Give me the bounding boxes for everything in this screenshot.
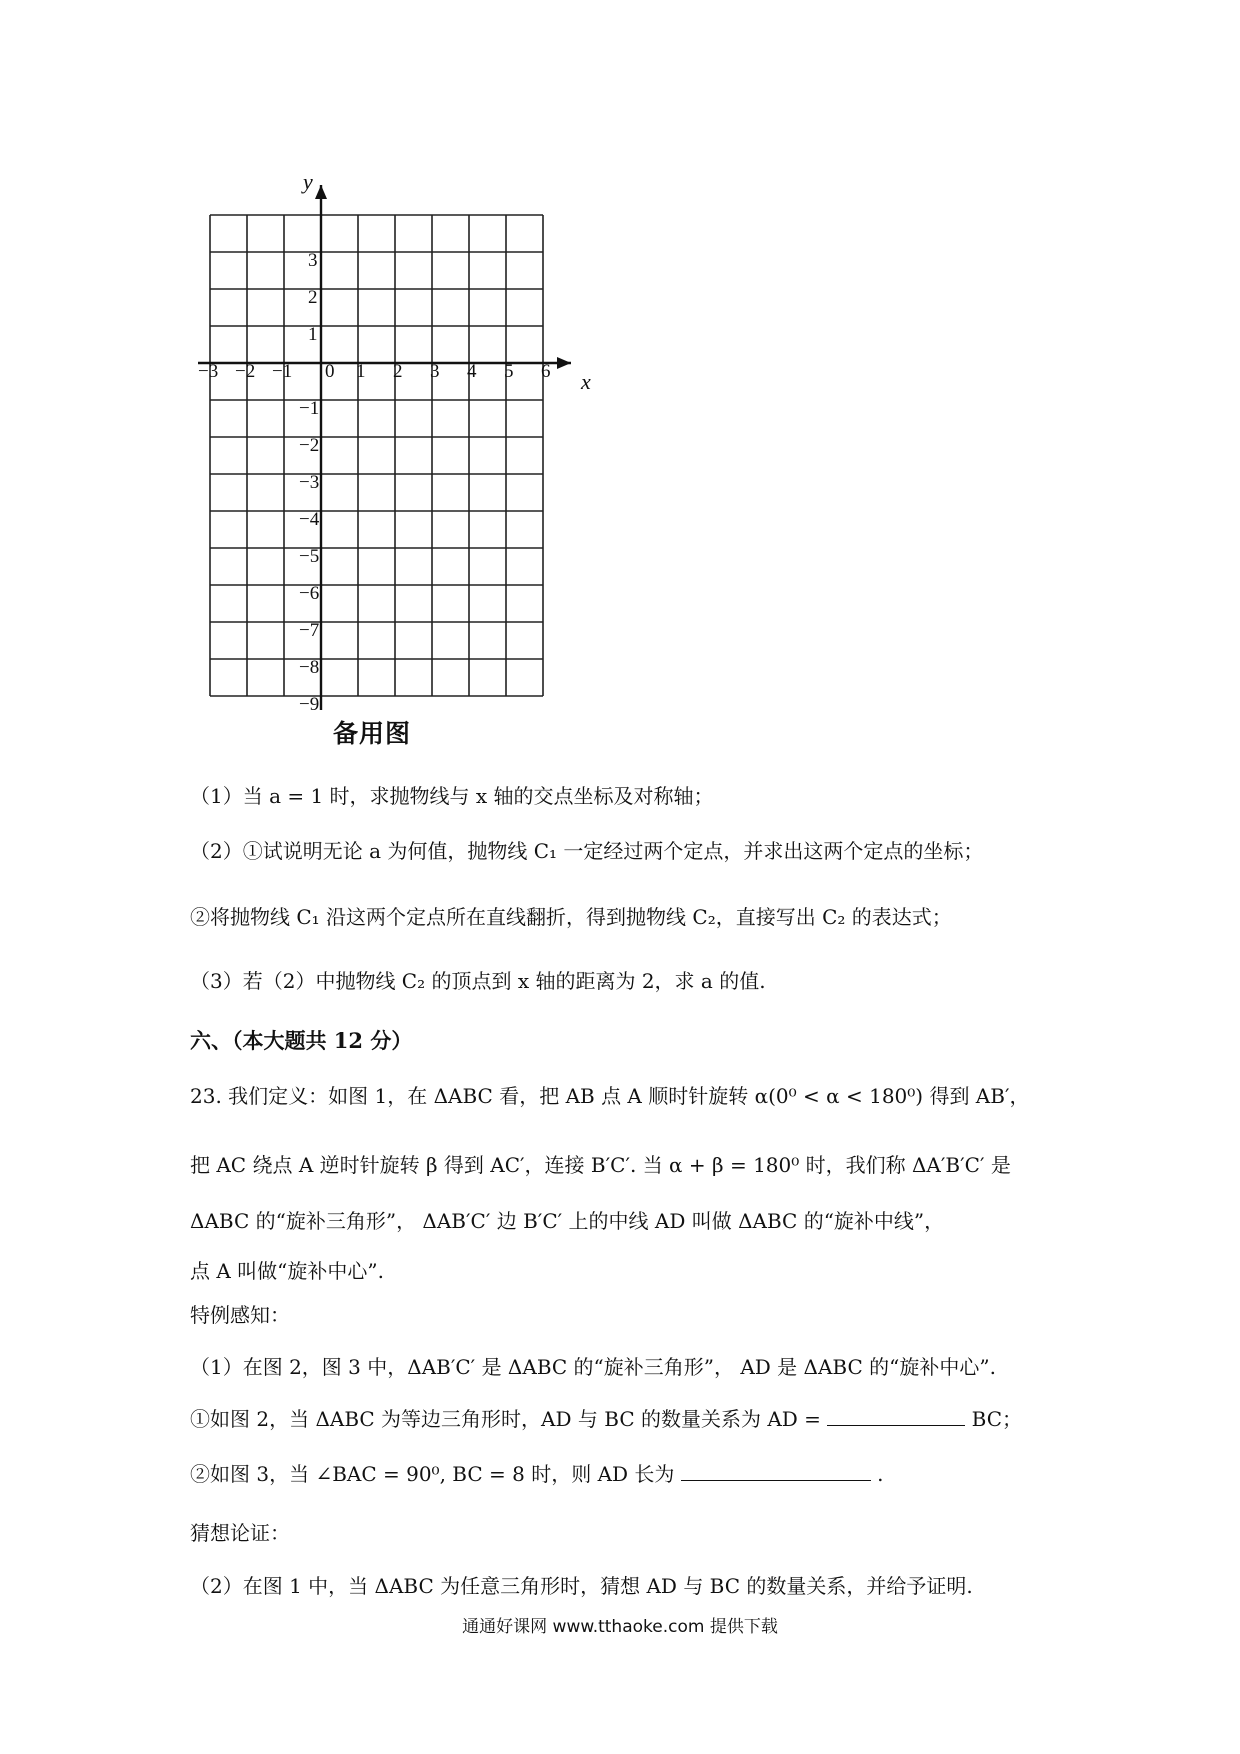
conjecture-question: （2）在图 1 中，当 ΔABC 为任意三角形时，猜想 AD 与 BC 的数量关系，并给予证明. [190,1574,973,1598]
y-tick-label: −5 [299,546,320,567]
coordinate-grid [190,169,591,715]
conjecture-heading: 猜想论证： [190,1521,290,1545]
y-tick-label: −8 [299,657,320,678]
x-tick-label: 1 [356,361,366,382]
question-1: （1）当 a = 1 时，求抛物线与 x 轴的交点坐标及对称轴； [190,784,714,808]
x-tick-label: −1 [272,361,293,382]
x-tick-label: 3 [430,361,440,382]
question-2-part-2: ②将抛物线 C₁ 沿这两个定点所在直线翻折，得到抛物线 C₂，直接写出 C₂ 的表达式； [190,905,952,929]
y-tick-label: 3 [308,250,318,271]
x-axis-arrow-icon [557,357,571,369]
x-axis-label: x [581,369,591,394]
special-case-1: （1）在图 2，图 3 中，ΔAB′C′ 是 ΔABC 的“旋补三角形”， AD 是 ΔABC 的“旋补中心”. [190,1355,996,1379]
x-tick-label: 4 [467,361,477,382]
special-case-1a [190,1405,1022,1432]
y-tick-label: −1 [299,398,320,419]
special-case-1b-suffix: . [877,1462,884,1486]
origin-label: 0 [325,361,335,382]
figure-caption: 备用图 [333,719,412,748]
answer-blank-1b[interactable] [681,1460,871,1481]
x-tick-label: −2 [235,361,256,382]
y-axis-arrow-icon [315,185,327,199]
x-tick-label: 5 [504,361,514,382]
x-tick-label: −3 [198,361,219,382]
y-tick-label: −6 [299,583,320,604]
problem-23-line-4: 点 A 叫做“旋补中心”. [190,1259,384,1283]
y-axis-label: y [303,169,313,194]
y-tick-label: −7 [299,620,320,641]
special-case-1b [190,1460,884,1487]
y-tick-label: −4 [299,509,320,530]
x-tick-label: 6 [541,361,551,382]
problem-23-line-3: ΔABC 的“旋补三角形”， ΔAB′C′ 边 B′C′ 上的中线 AD 叫做 ΔABC 的“旋补中线”， [190,1209,945,1233]
question-2-part-1: （2）①试说明无论 a 为何值，抛物线 C₁ 一定经过两个定点，并求出这两个定点的坐标； [190,839,984,863]
problem-23-line-2: 把 AC 绕点 A 逆时针旋转 β 得到 AC′，连接 B′C′. 当 α + β = 180⁰ 时，我们称 ΔA′B′C′ 是 [190,1153,1011,1177]
answer-blank-1a[interactable] [827,1405,965,1426]
y-tick-label: 1 [308,324,318,345]
question-3: （3）若（2）中抛物线 C₂ 的顶点到 x 轴的距离为 2，求 a 的值. [190,969,766,993]
y-tick-label: −3 [299,472,320,493]
special-case-1a-suffix: BC； [971,1407,1023,1431]
footer: 通通好课网 www.tthaoke.com 提供下载 [462,1617,778,1637]
special-case-heading: 特例感知： [190,1303,290,1327]
section-heading: 六、（本大题共 12 分） [190,1028,413,1053]
y-tick-label: −2 [299,435,320,456]
y-tick-label: −9 [299,694,320,715]
special-case-1b-text: ②如图 3，当 ∠BAC = 90⁰, BC = 8 时，则 AD 长为 [190,1462,675,1486]
x-tick-label: 2 [393,361,403,382]
special-case-1a-text: ①如图 2，当 ΔABC 为等边三角形时，AD 与 BC 的数量关系为 AD = [190,1407,821,1431]
y-tick-label: 2 [308,287,318,308]
problem-23-line-1: 23. 我们定义：如图 1，在 ΔABC 看，把 AB 点 A 顺时针旋转 α(0⁰ < α < 180⁰) 得到 AB′， [190,1084,1030,1108]
coordinate-grid-figure [190,169,591,715]
